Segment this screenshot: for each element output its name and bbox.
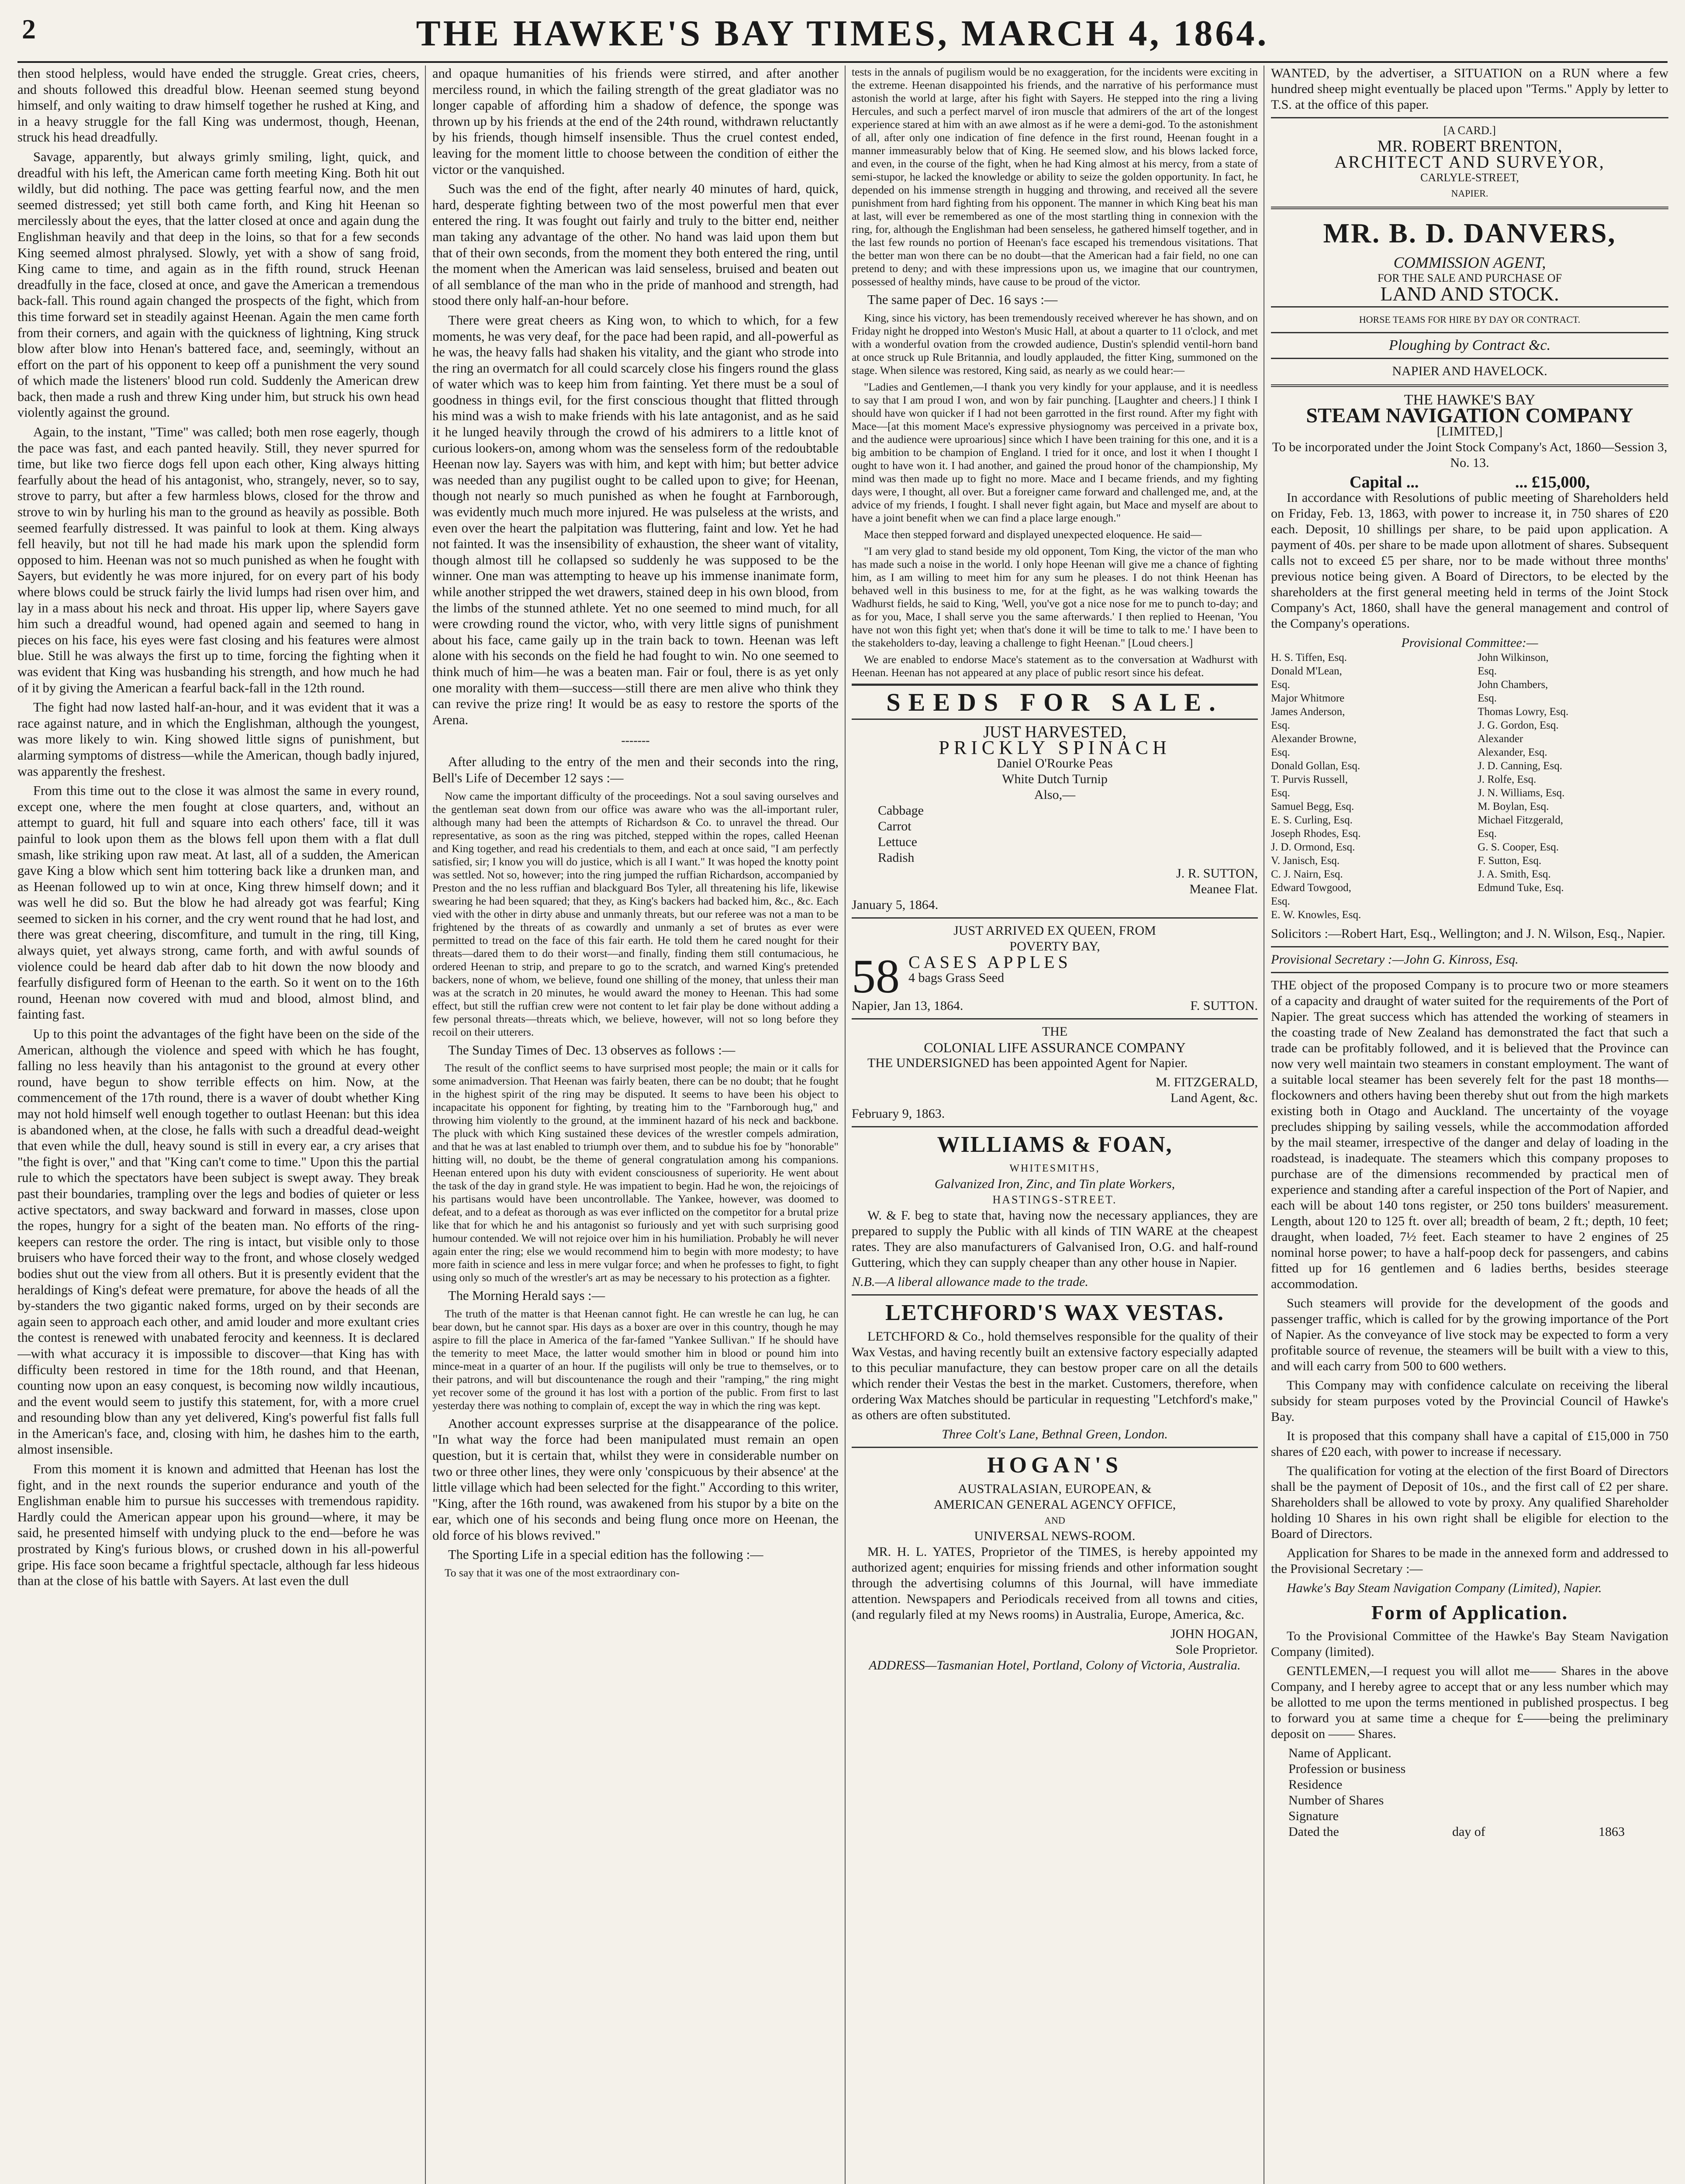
hogan-ad (852, 1452, 1258, 1673)
danvers-ploughing: Ploughing by Contract &c. (1388, 337, 1551, 353)
capital-label: Capital ... (1350, 473, 1419, 491)
form-field: Signature (1288, 1809, 1339, 1823)
quoted-paragraph: The result of the conflict seems to have surprised most people; the main or it calls for some animadversion. That Heenan was fairly beaten, there can be no doubt; that he fought in the highest spirit of the ring may be disputed. It seems to have been his object to incapacitate his opponent for fighting, by treating him to the "Farnborough hug," and throwing him violently to the ground, at the imminent hazard of his neck and backbone. The pluck with which King sustained these devices of the wrestler compels admiration, and that he was at last enabled to triumph over them, and to subdue his foe by "honorable" hitting will, no doubt, be the theme of general congratulation among his companions. Heenan entered upon his duty with evident consciousness of superiority. He went about the task of the day in grand style. He was impatient to begin. Had he won, the rejoicings of his partisans would have been uncontrollable. The Yankee, however, was doomed to defeat, and to a defeat as thorough as was ever inflicted on the competitor for a brutal prize like that for which he and his antagonist so furiously and yet with such surprising good humour contended. We will not rejoice over him in his humiliation. Probably he will never again enter the ring; else we would recommend him to begin with more modesty; to have more faith in science and less in mere vulgar force; and when he professes to fight, to fight using only so much of the wrestler's art as may be necessary to his protection as a fighter. (432, 1061, 839, 1284)
seeds-prickly: PRICKLY SPINACH (939, 736, 1171, 758)
quoted-paragraph: tests in the annals of pugilism would be no exaggeration, for the incidents were exciting in the extreme. Heenan disappointed his friends, and the narrative of his performance must astonish the world at large, after his fight with Sayers. He stepped into the ring a living Hercules, and such a perfect marvel of iron muscle that admirers of the art of the longest experience stared at him with an awe almost as if he were a demi-god. To the astonishment of all, after only one indication of fine defence in the first round, Heenan fought in a manner immeasurably below that of King. He seemed slow, and his blows lacked force, and even, in the course of the fight, when he had King almost at his mercy, from a state of semi-stupor, he lacked the knowledge or ability to seize the golden opportunity. In fact, he depended on his immense strength in hugging and throwing, and received all the severe punishment from hard fighting from his opponent. The manner in which King beat his man at last, will ever be remembered as one of the most startling thing in connexion with the ring, for, although the Englishman had been senseless, he gathered himself together, and in the last few rounds no portion of Heenan's face escaped his tremendous visitations. That the better man won there can be no doubt—that the American had a fair field, no one can pretend to deny; and with these impressions upon us, we imagine that our countrymen, possessed of healthy minds, have cause to be proud of the victor. (852, 66, 1258, 288)
brenton-card (1271, 123, 1668, 201)
divider (1271, 384, 1668, 387)
article-paragraph: Again, to the instant, "Time" was called; both men rose eagerly, though the pace was fast, and each panted heavily. Still, they never spurred for time, but like two fierce dogs fell upon each other, King always hitting fearfully about the head of his antagonist, who, strangely, never, so to say, strove to parry, but after a few harmless blows, closed for the throw and strove to win by hurling his man to the ground as heavily as possible. Both seemed fearfully distressed. It was painful to look at them. King always fell heavily, but not till he had made his mark upon the splendid form opposed to him. Heenan was not so much punished as when he fought with Sayers, but evidently he was more injured, for on every part of his body where blows could be struck fairly the livid lumps had risen over him, and lay in a mass about his neck and throat. His upper lip, where Sayers gave him such a dreadful wound, had opened again and seemed to hang in pieces on his face, his eyes were fast closing and his features were almost blue. Still he was always the first up to time, forcing the fighting when it was evident that King was husbanding his strength, and how much he had of it by giving the American a fearful back-fall in the 12th round. (17, 425, 419, 695)
committee-member: E. W. Knowles, Esq. (1271, 909, 1361, 921)
article-paragraph: Savage, apparently, but always grimly smiling, light, quick, and dreadful with his left, the American came forth meeting King. Both hit out wildly, but did nothing. The pace was getting fearful now, and the men seemed distressed; yet still both came forth, and King hit Heenan so mercilessly about the eyes, that the latter closed at once and again dung the Englishman heavily and that deep in the loins, so that for a few seconds King seemed almost phralysed. Slowly, yet with a show of sang froid, King came to time, and again as in the fifth round, struck Heenan dreadfully in the face, closed at once, and gave the American a tremendous back-fall. This round again changed the prospects of the fight, which from this time forward set in steadily against Heenan. Again the men came forth from their corners, and again with the quickness of lightning, King struck blow after blow into Henan's battered face, and, seemingly, without an effort on the part of his opponent to keep off a punishment the very sound of which made the listeners' blood run cold. Suddenly the American drew back, then made a rush and threw King under him, but struck his own head violently against the ground. (17, 149, 419, 420)
form-field: Name of Applicant. (1288, 1746, 1392, 1760)
williams-ad (852, 1132, 1258, 1290)
article-paragraph: Another account expresses surprise at the disappearance of the police. "In what way the force had been manipulated must remain an open question, but it is certain that, whilst they were in considerable number on two or three other lines, they were only 'conspicuous by their absence' at the little village which had been selected for the fight." According to this writer, "King, after the 16th round, was awakened from his stupor by a bite on the ear, which one of his seconds and being flung once more on Heenan, the old force of his blows revived." (432, 1416, 839, 1543)
apples-line: CASES APPLES (908, 954, 1071, 972)
object-para: The qualification for voting at the election of the first Board of Directors shall be the payment of Deposit of 10s., and the first call of £2 per share. Shareholders shall be allowed to vote by proxy. Any qualified Shareholder holding 10 Shares in his own right shall be eligible for election to the Board of Directors. (1271, 1464, 1668, 1541)
column-4 (1271, 66, 1668, 2184)
article-paragraph: The Sunday Times of Dec. 13 observes as follows :— (448, 1042, 735, 1057)
committee-member: Thomas Lowry, Esq. (1478, 706, 1569, 718)
quoted-paragraph: Mace then stepped forward and displayed unexpected eloquence. He said— (864, 528, 1202, 541)
williams-name: WILLIAMS & FOAN, (937, 1132, 1173, 1157)
danvers-role: COMMISSION AGENT, (1393, 254, 1546, 271)
hogan-signature: JOHN HOGAN, (1171, 1626, 1258, 1641)
quoted-paragraph: "Ladies and Gentlemen,—I thank you very kindly for your applause, and it is needless to say that I am proud I won, and won by fair punching. [Laughter and cheers.] I think I should have won quicker if I had not been garrotted in the first round. After my fight with Mace—[at this moment Mace's expressive physiognomy was perceived in a private box, and the audience were uproarious] since which I have been training for this one, and it is a big ambition to be champion of England. I tried for it once, and lost it when I thought I ought to have won it. I had another, and gained the proud honor of the championship, My mind was then made up to fight no more. Mace and I became friends, and my fighting days were, I thought, all over. But a foreigner came forward and challenged me, and, at the advice of my friends, I fought. I shall never fight again, but Mace and myself are about to have a joint benefit when we can find a place large enough." (852, 380, 1258, 524)
seeds-item: Carrot (878, 819, 912, 833)
divider (1271, 972, 1668, 973)
object-para: It is proposed that this company shall have a capital of £15,000 in 750 shares of £20 each, with power to increase if necessary. (1271, 1429, 1668, 1459)
danvers-horse: HORSE TEAMS FOR HIRE BY DAY OR CONTRACT. (1359, 314, 1581, 325)
hogan-line: UNIVERSAL NEWS-ROOM. (974, 1528, 1136, 1543)
williams-goods: Galvanized Iron, Zinc, and Tin plate Workers, (934, 1176, 1175, 1191)
letchford-ad (852, 1300, 1258, 1442)
brenton-profession: ARCHITECT AND SURVEYOR, (1334, 152, 1605, 172)
committee-member: Edward Towgood, Esq. (1271, 882, 1351, 907)
quoted-paragraph: Now came the important difficulty of the proceedings. Not a soul saving ourselves and the gentleman seat down from our office was aware who was the all-important ruler, although many had been the attempts of Richardson & Co. to unravel the thread. Our representative, as soon as the ring was pitched, stepped within the ropes, called Heenan and King together, and read his credentials to them, and each at once said, "I am perfectly satisfied, sir; I know you will do justice, which is all I want." It was hoped the knotty point was settled. Not so, however; into the ring jumped the ruffian Richardson, accompanied by Preston and the no less ruffian and blackguard Bos Tyler, all threatening his life, likewise swearing he had been squared; that they, as King's backers had backed him, &c., &c. Each vied with the other in dirty abuse and unmanly threats, but our referee was not a man to be frightened by the threats of as cowardly and unmanly a set of brutes as ever were permitted to tread on the face of this fair earth. He told them he cared nought for their threats—dared them to do their worst—and finally, finding them still contumacious, he ordered Heenan to strip, and prepare to go to the scratch, and warned King's pretended backers, none of whom, we believe, found one shilling of the money, that unless their man was at the scratch in 20 minutes, he would award the money to Heenan. This had some effect, but still the ruffian crew were not content to let fair play be done without adding a few personal threats—threats which, we believe, however, will not so long before they recoil on their utterers. (432, 789, 839, 1038)
committee-member: John Chambers, Esq. (1478, 679, 1548, 704)
seeds-ad (852, 724, 1258, 913)
steam-name: STEAM NAVIGATION COMPANY (1306, 404, 1633, 427)
quoted-paragraph: King, since his victory, has been tremendously received wherever he has shown, and on Friday night he dropped into Weston's Music Hall, at about a quarter to 11 o'clock, and met with a wonderful ovation from the crowded audience, Dustin's splendid ventil-horn band at once struck up Rule Britannia, and loudly applauded, the fitter King, summoned on the stage. When silence was restored, King said, as nearly as we could hear:— (852, 311, 1258, 377)
williams-nb: N.B.—A liberal allowance made to the trade. (852, 1274, 1088, 1289)
capital-value: ... £15,000, (1515, 473, 1590, 491)
hogan-line: AMERICAN GENERAL AGENCY OFFICE, (933, 1497, 1176, 1512)
williams-text: W. & F. beg to state that, having now the necessary appliances, they are prepared to supply the Public with all kinds of TIN WARE at the cheapest rates. They are also manufacturers of Galvanised Iron, O.G. and half-round Guttering, which they can supply cheaper than any other house in Napier. (852, 1208, 1258, 1270)
colonial-date: February 9, 1863. (852, 1106, 945, 1121)
article-paragraph: From this time out to the close it was almost the same in every round, except one, where the men fought at close quarters, and, without an attempt to guard, hit full and square into each others' face, till it was painful to look upon them as the blows fell upon them with a flat dull smash, like striking upon raw meat. At last, all of a sudden, the American gave King a blow which sent him tottering back like a drunken man, and as Heenan followed up to win at once, King threw himself down; and it was well he did so. But the blow he had already got was fearful; King seemed to sicken in his corner, and the cry went round that he had lost, and there was great cheering, discomfiture, and tumult in the ring, till King, always quiet, yet always strong, came forth, and with awful sounds of violence could be heard dab after dab to hit down the now bloody and fearfully disfigured form of Heenan to the earth. So it went on to the 16th round, Heenan now covered with mud and blood, almost blind, and fainting fast. (17, 783, 419, 1022)
solicitors: Solicitors :—Robert Hart, Esq., Wellington; and J. N. Wilson, Esq., Napier. (1271, 926, 1665, 941)
newspaper-title: THE HAWKE'S BAY TIMES, MARCH 4, 1864. (416, 13, 1269, 54)
committee-member: Michael Fitzgerald, Esq. (1478, 814, 1563, 840)
committee-title: Provisional Committee:— (1401, 636, 1538, 650)
form-to: To the Provisional Committee of the Hawke's Bay Steam Navigation Company (limited). (1271, 1629, 1668, 1659)
seeds-harvested: JUST HARVESTED, (983, 722, 1126, 741)
seeds-item: Cabbage (878, 803, 924, 818)
committee-member: J. D. Ormond, Esq. (1271, 841, 1355, 853)
committee-member: J. A. Smith, Esq. (1478, 868, 1551, 880)
seeds-date: January 5, 1864. (852, 897, 939, 912)
article-paragraph: After alluding to the entry of the men and their seconds into the ring, Bell's Life of December 12 says :— (432, 754, 839, 785)
page-number: 2 (22, 14, 36, 45)
form-field: Number of Shares (1288, 1793, 1384, 1807)
column-rule (425, 66, 426, 2184)
brenton-town: NAPIER. (1451, 188, 1488, 199)
steam-ad (1271, 392, 1668, 1840)
danvers-forsale: FOR THE SALE AND PURCHASE OF (1377, 272, 1562, 284)
divider (852, 1447, 1258, 1448)
seeds-item: Lettuce (878, 834, 917, 849)
committee-member: G. S. Cooper, Esq. (1478, 841, 1559, 853)
divider (1271, 207, 1668, 209)
colonial-signature: M. FITZGERALD, (1155, 1075, 1258, 1089)
article-paragraph: The Sporting Life in a special edition has the following :— (448, 1547, 763, 1562)
colonial-ad (852, 1024, 1258, 1122)
colonial-name: COLONIAL LIFE ASSURANCE COMPANY (924, 1039, 1186, 1055)
seeds-item: White Dutch Turnip (1002, 771, 1108, 786)
colonial-text: THE UNDERSIGNED has been appointed Agent for Napier. (867, 1055, 1188, 1070)
divider (852, 917, 1258, 919)
colonial-role: Land Agent, &c. (1171, 1090, 1258, 1105)
object-para: Such steamers will provide for the development of the goods and passenger traffic, which is called for by the growing importance of the Port of Napier. As the conveyance of live stock may be expected to form a very profitable source of revenue, the steamers will be built with a view to this, and will each carry from 500 to 600 wethers. (1271, 1296, 1668, 1373)
committee-member: Donald Gollan, Esq. (1271, 760, 1360, 772)
capital-row (1271, 474, 1668, 490)
column-2 (432, 66, 839, 2184)
column-3 (852, 66, 1258, 2184)
brenton-name: MR. ROBERT BRENTON, (1377, 137, 1562, 156)
masthead (17, 9, 1668, 63)
wanted-text: WANTED, by the advertiser, a SITUATION on a RUN where a few hundred sheep might eventually be placed upon "Terms." Apply by letter to T.S. at the office of this paper. (1271, 66, 1668, 112)
hogan-name: HOGAN'S (987, 1452, 1122, 1478)
committee-member: Edmund Tuke, Esq. (1478, 882, 1564, 894)
column-1 (17, 66, 419, 2184)
article-paragraph: The fight had now lasted half-an-hour, and it was evident that it was a race against nature, and in which the Englishman, although the youngest, was more likely to win. King showed little signs of punishment, but alarming symptoms of distress—while the American, though badly injured, was apparently the freshest. (17, 700, 419, 779)
divider (852, 1018, 1258, 1019)
committee-member: Donald M'Lean, Esq. (1271, 665, 1342, 691)
article-paragraph: From this moment it is known and admitted that Heenan has lost the fight, and in the next rounds the superior endurance and youth of the Englishman enable him to pursue his successes with tremendous rapidity. Hardly could the American appear upon his ground—where, it may be said, he presented himself with undying pluck to the end—before he was prostrated by King's furious blows, or crushed down in his all-powerful gripe. His face soon became a frightful spectacle, although far less hideous than at the close of his battle with Sayers. At last even the dull (17, 1462, 419, 1589)
hogan-role: Sole Proprietor. (1175, 1642, 1258, 1657)
committee-member: V. Janisch, Esq. (1271, 855, 1340, 867)
form-field: Residence (1288, 1777, 1343, 1792)
colonial-the: THE (1042, 1024, 1068, 1039)
divider (852, 1294, 1258, 1296)
seeds-item: Radish (878, 850, 915, 865)
committee-member: H. S. Tiffen, Esq. (1271, 652, 1347, 663)
apples-number: 58 (852, 954, 900, 998)
article-paragraph: The same paper of Dec. 16 says :— (867, 292, 1058, 307)
divider (1271, 946, 1668, 947)
secretary: Provisional Secretary :—John G. Kinross, Esq. (1271, 952, 1519, 967)
danvers-land: LAND AND STOCK. (1380, 283, 1559, 305)
separator: ------- (621, 734, 650, 748)
committee-member: Alexander Alexander, Esq. (1478, 733, 1547, 758)
steam-limited: [LIMITED,] (1436, 424, 1503, 439)
steam-incorp: To be incorporated under the Joint Stock Company's Act, 1860—Session 3, No. 13. (1272, 440, 1668, 470)
apples-line: 4 bags Grass Seed (908, 970, 1005, 985)
committee-member: J. D. Canning, Esq. (1478, 760, 1562, 772)
form-fields (1271, 1745, 1668, 1840)
committee-member: J. Rolfe, Esq. (1478, 774, 1537, 785)
divider (1271, 332, 1668, 333)
article-paragraph: then stood helpless, would have ended the struggle. Great cries, cheers, and shouts followed this dreadful blow. Heenan seemed stung beyond himself, and only waiting to draw himself together he rushed at King, and in a heavy struggle for the fall King was undermost, though, Heenan, struck his head dreadfully. (17, 66, 419, 145)
capital-text: In accordance with Resolutions of public meeting of Shareholders held on Friday, Feb. 13, 1863, with power to increase it, in 750 shares of £20 each. Deposit, 10 shillings per share, to be paid upon application. A payment of 40s. per share to be made upon allotment of shares. Subsequent calls not to exceed £5 per share, nor to be made without three months' previous notice being given. A Board of Directors, to be elected by the shareholders at the first general meeting held in terms of the Joint Stock Company's Act, 1860, shall have the general management and control of the Company's operations. (1271, 491, 1668, 631)
committee-member: Major Whitmore (1271, 692, 1345, 704)
hogan-line: AUSTRALASIAN, EUROPEAN, & (958, 1481, 1152, 1496)
card-label: [A CARD.] (1443, 124, 1496, 137)
form-year: 1863 (1599, 1825, 1625, 1839)
wanted-ad (1271, 66, 1668, 113)
object-para: This Company may with confidence calculate on receiving the liberal subsidy for steam purposes voted by the Provincial Council of Hawke's Bay. (1271, 1378, 1668, 1424)
seeds-also: Also,— (1034, 787, 1076, 802)
form-dated: Dated the (1288, 1825, 1339, 1839)
divider (1271, 306, 1668, 308)
apples-line: POVERTY BAY, (1009, 939, 1100, 954)
committee-member: J. N. Williams, Esq. (1478, 787, 1565, 799)
committee-left (1271, 651, 1462, 922)
quoted-paragraph: "I am very glad to stand beside my old opponent, Tom King, the victor of the man who has made such a noise in the world. I only hope Heenan will give me a chance of fighting him, as I am willing to meet him for any sum he pleases. I do not think Heenan has behaved well in this business to me, for at the fight, as he was walking towards the Wadhurst fields, he said to King, 'Well, you've got a nice nose for me to punch to-day; and as for you, Mace, I shall serve you the same afterwards.' I then replied to Heenan, 'You have not won this fight yet; when that's done it will be time to talk to me.' I have been to the stakeholders to-day, leaving a challenge to fight Heenan." [Loud cheers.] (852, 544, 1258, 649)
committee-member: Samuel Begg, Esq. (1271, 801, 1354, 812)
steam-hb: THE HAWKE'S BAY (1404, 392, 1536, 408)
brenton-street: CARLYLE-STREET, (1420, 171, 1519, 184)
divider (1271, 358, 1668, 359)
form-title: Form of Application. (1371, 1601, 1568, 1624)
article-paragraph: and opaque humanities of his friends were stirred, and after another merciless round, in which the failing strength of the great gladiator was no longer capable of affording him a shadow of defence, the sponge was thrown up by his friends at the end of the 24th round, withdrawn reluctantly by his friends, though himself insensible. Thus the cruel contest ended, leaving for the moment little to choose between the condition of either the victor or the vanquished. (432, 66, 839, 177)
form-field: Profession or business (1288, 1762, 1406, 1776)
divider (852, 1126, 1258, 1127)
hogan-and: AND (1044, 1514, 1065, 1526)
committee-member: C. J. Nairn, Esq. (1271, 868, 1343, 880)
committee-member: John Wilkinson, Esq. (1478, 652, 1549, 677)
form-text: GENTLEMEN,—I request you will allot me—— Shares in the above Company, and I hereby agree to accept that or any less number which may be allotted to me upon the terms mentioned in published prospectus. I beg to forward you at same time a cheque for £——being the preliminary deposit on —— Shares. (1271, 1664, 1668, 1741)
committee-member: T. Purvis Russell, Esq. (1271, 774, 1348, 799)
committee-member: F. Sutton, Esq. (1478, 855, 1542, 867)
danvers-name: MR. B. D. DANVERS, (1323, 218, 1616, 249)
article-paragraph: Up to this point the advantages of the fight have been on the side of the American, although the violence and speed with which he has fought, falling no less heavily than his antagonist to the ground at every other round, have begun to show terrible effects on him. Now, at the commencement of the 17th round, there is a waver of doubt whether King may not hold himself well enough together to outlast Heenan: but this idea is abandoned when, at the close, he falls with such a dreadful dead-weight that even while the dull, heavy sound is still in every ear, a cry arises that "the fight is over," and that "King can't come to time." Upon this the partial rule to which the spectators have been subject is swept away. They break past their boundaries, trampling over the legs and bodies of quieter or less active spectators, and sway backward and forward in masses, close upon the ropes, hungry for a sight of the beaten man. No efforts of the ring-keepers can restore the order. The ring is intact, but visible only to those bruisers who have forced their way to the front, and whose closely wedged bodies shut out the view from all others. But it is presently evident that the heraldings of King's defeat were premature, for above the heads of all the by-standers the two gigantic naked forms, urged on by their seconds are again seen to approach each other, and amid louder and more exultant cries the contest is renewed with unabated ferocity and keenness. It is declared—with what accuracy it is impossible to discover—that King has with difficulty been restored in time for the 18th round, and that Heenan, counting now upon an easy conquest, is becoming now wildly incautious, and the event would seem to justify this statement, for, with a more cruel and resounding blow than any yet delivered, King's powerful fist falls full in the American's face, and, closing with him, he dashes him to the earth, almost insensible. (17, 1026, 419, 1457)
column-rule (845, 66, 846, 2184)
divider (1271, 117, 1668, 118)
committee-member: E. S. Curling, Esq. (1271, 814, 1353, 826)
danvers-place: NAPIER AND HAVELOCK. (1392, 364, 1547, 378)
committee-right (1478, 651, 1668, 922)
article-paragraph: The Morning Herald says :— (448, 1288, 605, 1303)
apples-ad (852, 923, 1258, 1014)
apples-signature: F. SUTTON. (1190, 998, 1258, 1013)
quoted-paragraph: We are enabled to endorse Mace's statement as to the conversation at Wadhurst with Heenan. Heenan has not appeared at any place of public resort since his defeat. (852, 653, 1258, 679)
williams-street: HASTINGS-STREET. (992, 1193, 1117, 1206)
committee-member: Alexander Browne, Esq. (1271, 733, 1357, 758)
letchford-name: LETCHFORD'S WAX VESTAS. (885, 1300, 1224, 1325)
seeds-item: Daniel O'Rourke Peas (997, 756, 1113, 771)
danvers-ad (1271, 214, 1668, 379)
williams-trade: WHITESMITHS, (1009, 1162, 1100, 1174)
object-para: Hawke's Bay Steam Navigation Company (Limited), Napier. (1287, 1581, 1602, 1595)
apples-line: JUST ARRIVED EX QUEEN, FROM (953, 923, 1156, 938)
committee-member: Joseph Rhodes, Esq. (1271, 828, 1361, 840)
committee-list (1271, 651, 1668, 922)
seeds-heading: SEEDS FOR SALE. (852, 684, 1258, 720)
hogan-text: MR. H. L. YATES, Proprietor of the TIMES, is hereby appointed my authorized agent; enquiries for missing friends and other information sought through the advertising columns of this Journal, will have immediate attention. Newspapers and Periodicals received from all towns and cities, (and regularly filed at my News rooms) in Australia, Europe, America, &c. (852, 1544, 1258, 1622)
article-paragraph: There were great cheers as King won, to which to which, for a few moments, he was very deaf, for the pace had been rapid, and all-powerful as he was, the heavy falls had shaken his vitality, and the giant who strode into the ring an overmatch for all could scarcely close his fingers round the glass of water which was to keep him from fainting. Yet there must be a soul of goodness in things evil, for the first conscious thought that flitted through his mind was a wish to make friends with his late antagonist, and as he said it he lunged heavily through the crowd of his admirers to a little knot of curious lookers-on, among whom was the senseless form of the redoubtable Heenan now lay. Sayers was with him, and kept with him; but better advice was needed than any pugilist ought to be called upon to give; for Heenan, though not nearly so much punished as when he fought at Farnborough, was evidently much much more injured. He was pulseless at the wrists, and even over the heart the palpitation was fluttering, faint and low. Yet he had not fainted. It was the insensibility of exhaustion, the sheer want of vitality, though almost till he collapsed so suddenly he was supposed to be the winner. One man was attempting to heave up his immense inanimate form, while another stripped the wet drawers, stained deep in his own blood, from the limbs of the stunned athlete. Yet no one seemed to mind much, for all were crowding round the victor, who, with very little signs of punishment about his face, came gaily up in the train back to town. Heenan was left alone with his seconds on the field he had fought to win. No one seemed to think much of him—he was a beaten man. Fair or foul, there is as yet only one morality with them—success—still there are men alive who think they can revive the prize ring! It would be as easy to restore the sports of the Arena. (432, 312, 839, 727)
hogan-address: ADDRESS—Tasmanian Hotel, Portland, Colony of Victoria, Australia. (869, 1658, 1241, 1673)
committee-member: J. G. Gordon, Esq. (1478, 719, 1559, 731)
letchford-address: Three Colt's Lane, Bethnal Green, London. (942, 1427, 1168, 1441)
form-dayof: day of (1452, 1825, 1485, 1839)
letchford-text: LETCHFORD & Co., hold themselves responsible for the quality of their Wax Vestas, and having recently built an extensive factory especially adapted to this peculiar manufacture, they can bestow proper care on all the details which render their Vestas the best in the market. Customers, therefore, when ordering Wax Matches should be particular in requesting "Letchford's make," as others are often substituted. (852, 1329, 1258, 1422)
seeds-signature: J. R. SUTTON, (1176, 866, 1258, 881)
quoted-paragraph: To say that it was one of the most extraordinary con- (445, 1566, 680, 1579)
committee-member: M. Boylan, Esq. (1478, 801, 1549, 812)
seeds-place: Meanee Flat. (1189, 881, 1258, 896)
quoted-paragraph: The truth of the matter is that Heenan cannot fight. He can wrestle he can lug, he can bear down, but he cannot spar. His days as a boxer are over in this country, though he may aspire to fill the place in America of the far-famed "Yankee Sullivan." If he should have the temerity to meet Mace, the latter would smother him in blood or pound him into mince-meat in a quarter of an hour. If the pugilists will only be true to themselves, or to their patrons, and will but discountenance the rough and their "ramping," the ring might yet recover some of the ground it has lost with a portion of the public. From first to last yesterday there was nothing to complain of, except the way in which the ring was kept. (432, 1307, 839, 1412)
apples-place: Napier, Jan 13, 1864. (852, 998, 963, 1013)
object-para: Application for Shares to be made in the annexed form and addressed to the Provisional Secretary :— (1271, 1546, 1668, 1576)
object-para: THE object of the proposed Company is to procure two or more steamers of a capacity and draught of water suited for the requirements of the Port of Napier. The great success which has attended the working of steamers in the coasting trade of New Zealand has demonstrated the fact that such a trade can be profitably followed, and it is believed that the Province can now very well maintain two steamers in constant employment. The want of a suitable local steamer has been severely felt for the past 18 months—flockowners and others having been thereby shut out from the high markets existing both in Otago and Auckland. The uncertainty of the voyage precludes shipping by sailing vessels, while the accommodation afforded by the mail steamer, irrespective of the danger and delay of loading in the roadstead, is inadequate. The steamers which this company proposes to purchase are of the dimensions recommended by practical men of experience and standing after a careful inspection of the Port of Napier, and each will be about 140 tons register, or 250 tons builders' measurement. Length, about 120 to 125 ft. over all; breadth of beam, 2 ft.; depth, 10 feet; draught, when loaded, 7½ feet. Each steamer to have 2 engines of 25 nominal horse power; to have a half-poop deck for passengers, and cabins fitted up for 16 gentlemen and 6 ladies berths, besides steerage accommodation. (1271, 978, 1668, 1291)
article-paragraph: Such was the end of the fight, after nearly 40 minutes of hard, quick, hard, desperate fighting between two of the most powerful men that ever entered the ring. It was fought out fairly and truly to the bitter end, neither man taking any advantage of the other. No hand was laid upon them but that of their own seconds, from the moment they both entered the ring, until the moment when the American was laid senseless, bruised and beaten out of all semblance of the man who in the pride of manhood and strength, had stood there only half-an-hour before. (432, 181, 839, 308)
committee-member: James Anderson, Esq. (1271, 706, 1345, 731)
